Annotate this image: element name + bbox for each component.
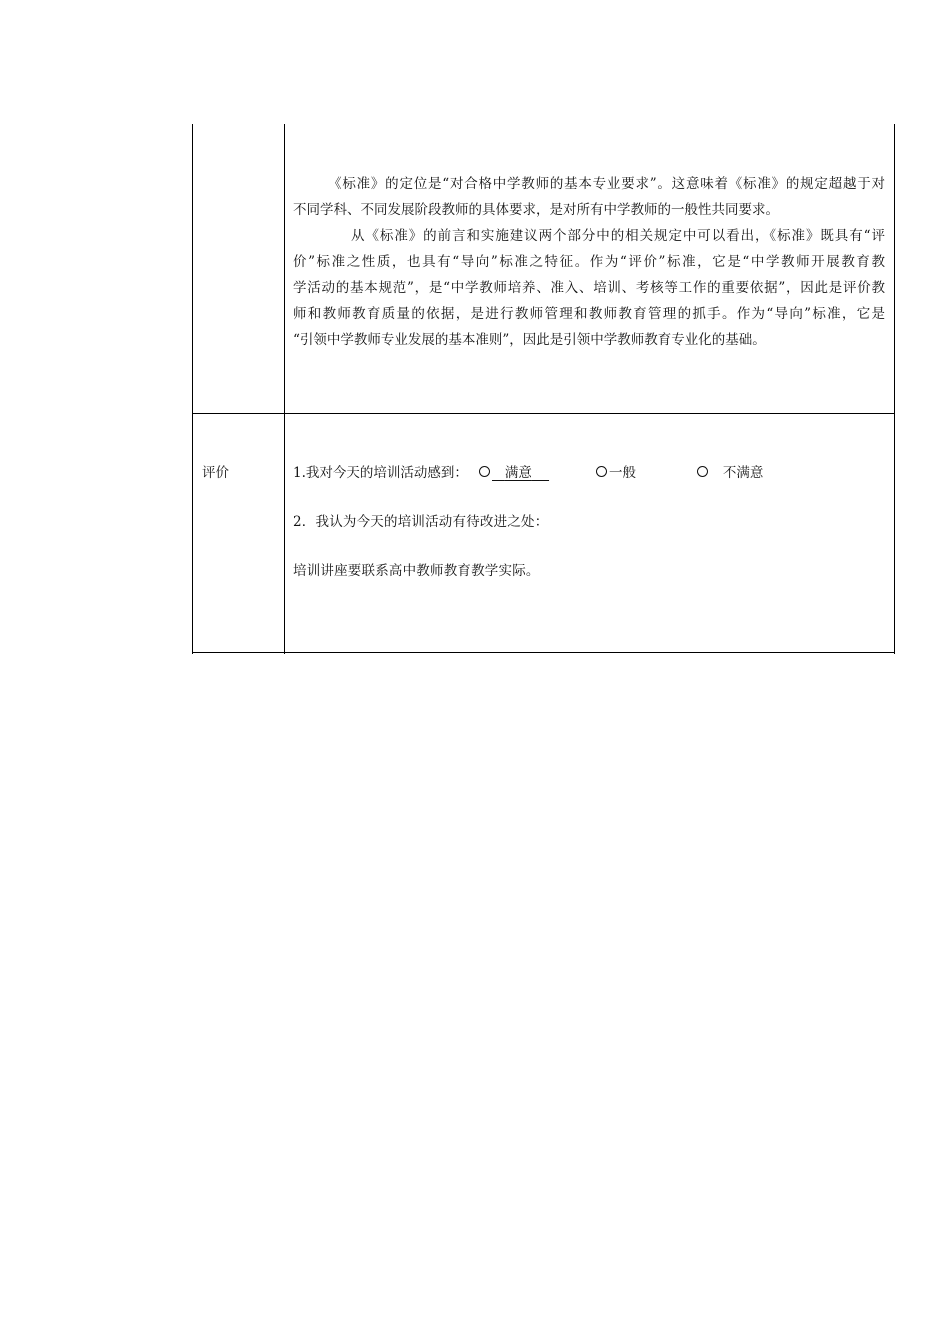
table-border-middle [284, 124, 285, 654]
table-border-right [894, 124, 895, 654]
paragraph-line: 《标准》的定位是“对合格中学教师的基本专业要求”。这意味着《标准》的规定超越于对 [328, 176, 885, 192]
satisfaction-question-text: 1.我对今天的培训活动感到： [293, 465, 468, 481]
paragraph-line: 师和教师教育质量的依据，是进行教师管理和教师教育管理的抓手。作为“导向”标准，它是 [293, 306, 885, 322]
table-border-left [192, 124, 193, 654]
paragraph-line: 不同学科、不同发展阶段教师的具体要求，是对所有中学教师的一般性共同要求。 [293, 202, 779, 218]
satisfaction-question [293, 461, 764, 481]
option-average-label: 一般 [609, 465, 636, 481]
paragraph-line: 学活动的基本规范”，是“中学教师培养、准入、培训、考核等工作的重要依据”，因此是评价教 [293, 280, 885, 296]
evaluation-form-table [192, 124, 896, 654]
table-border-bottom [192, 652, 895, 653]
option-unsatisfied-label: 不满意 [722, 465, 764, 481]
improvement-answer: 培训讲座要联系高中教师教育教学实际。 [293, 563, 540, 579]
paragraph-line: 从《标准》的前言和实施建议两个部分中的相关规定中可以看出，《标准》既具有“评 [351, 228, 885, 244]
option-unsatisfied[interactable] [697, 461, 763, 481]
option-satisfied-label: 满意 [504, 465, 532, 481]
improvement-question: 2．我认为今天的培训活动有待改进之处： [293, 514, 549, 530]
radio-circle-icon [479, 466, 490, 477]
row-divider [192, 413, 895, 414]
evaluation-label: 评价 [202, 465, 229, 481]
paragraph-line: 价”标准之性质，也具有“导向”标准之特征。作为“评价”标准，它是“中学教师开展教育教 [293, 254, 885, 270]
radio-circle-icon [596, 466, 607, 477]
option-satisfied[interactable] [479, 461, 549, 481]
option-average[interactable] [596, 461, 636, 481]
option-satisfied-underline [479, 465, 549, 481]
radio-circle-icon [697, 466, 708, 477]
paragraph-line: “引领中学教师专业发展的基本准则”，因此是引领中学教师教育专业化的基础。 [293, 332, 766, 348]
